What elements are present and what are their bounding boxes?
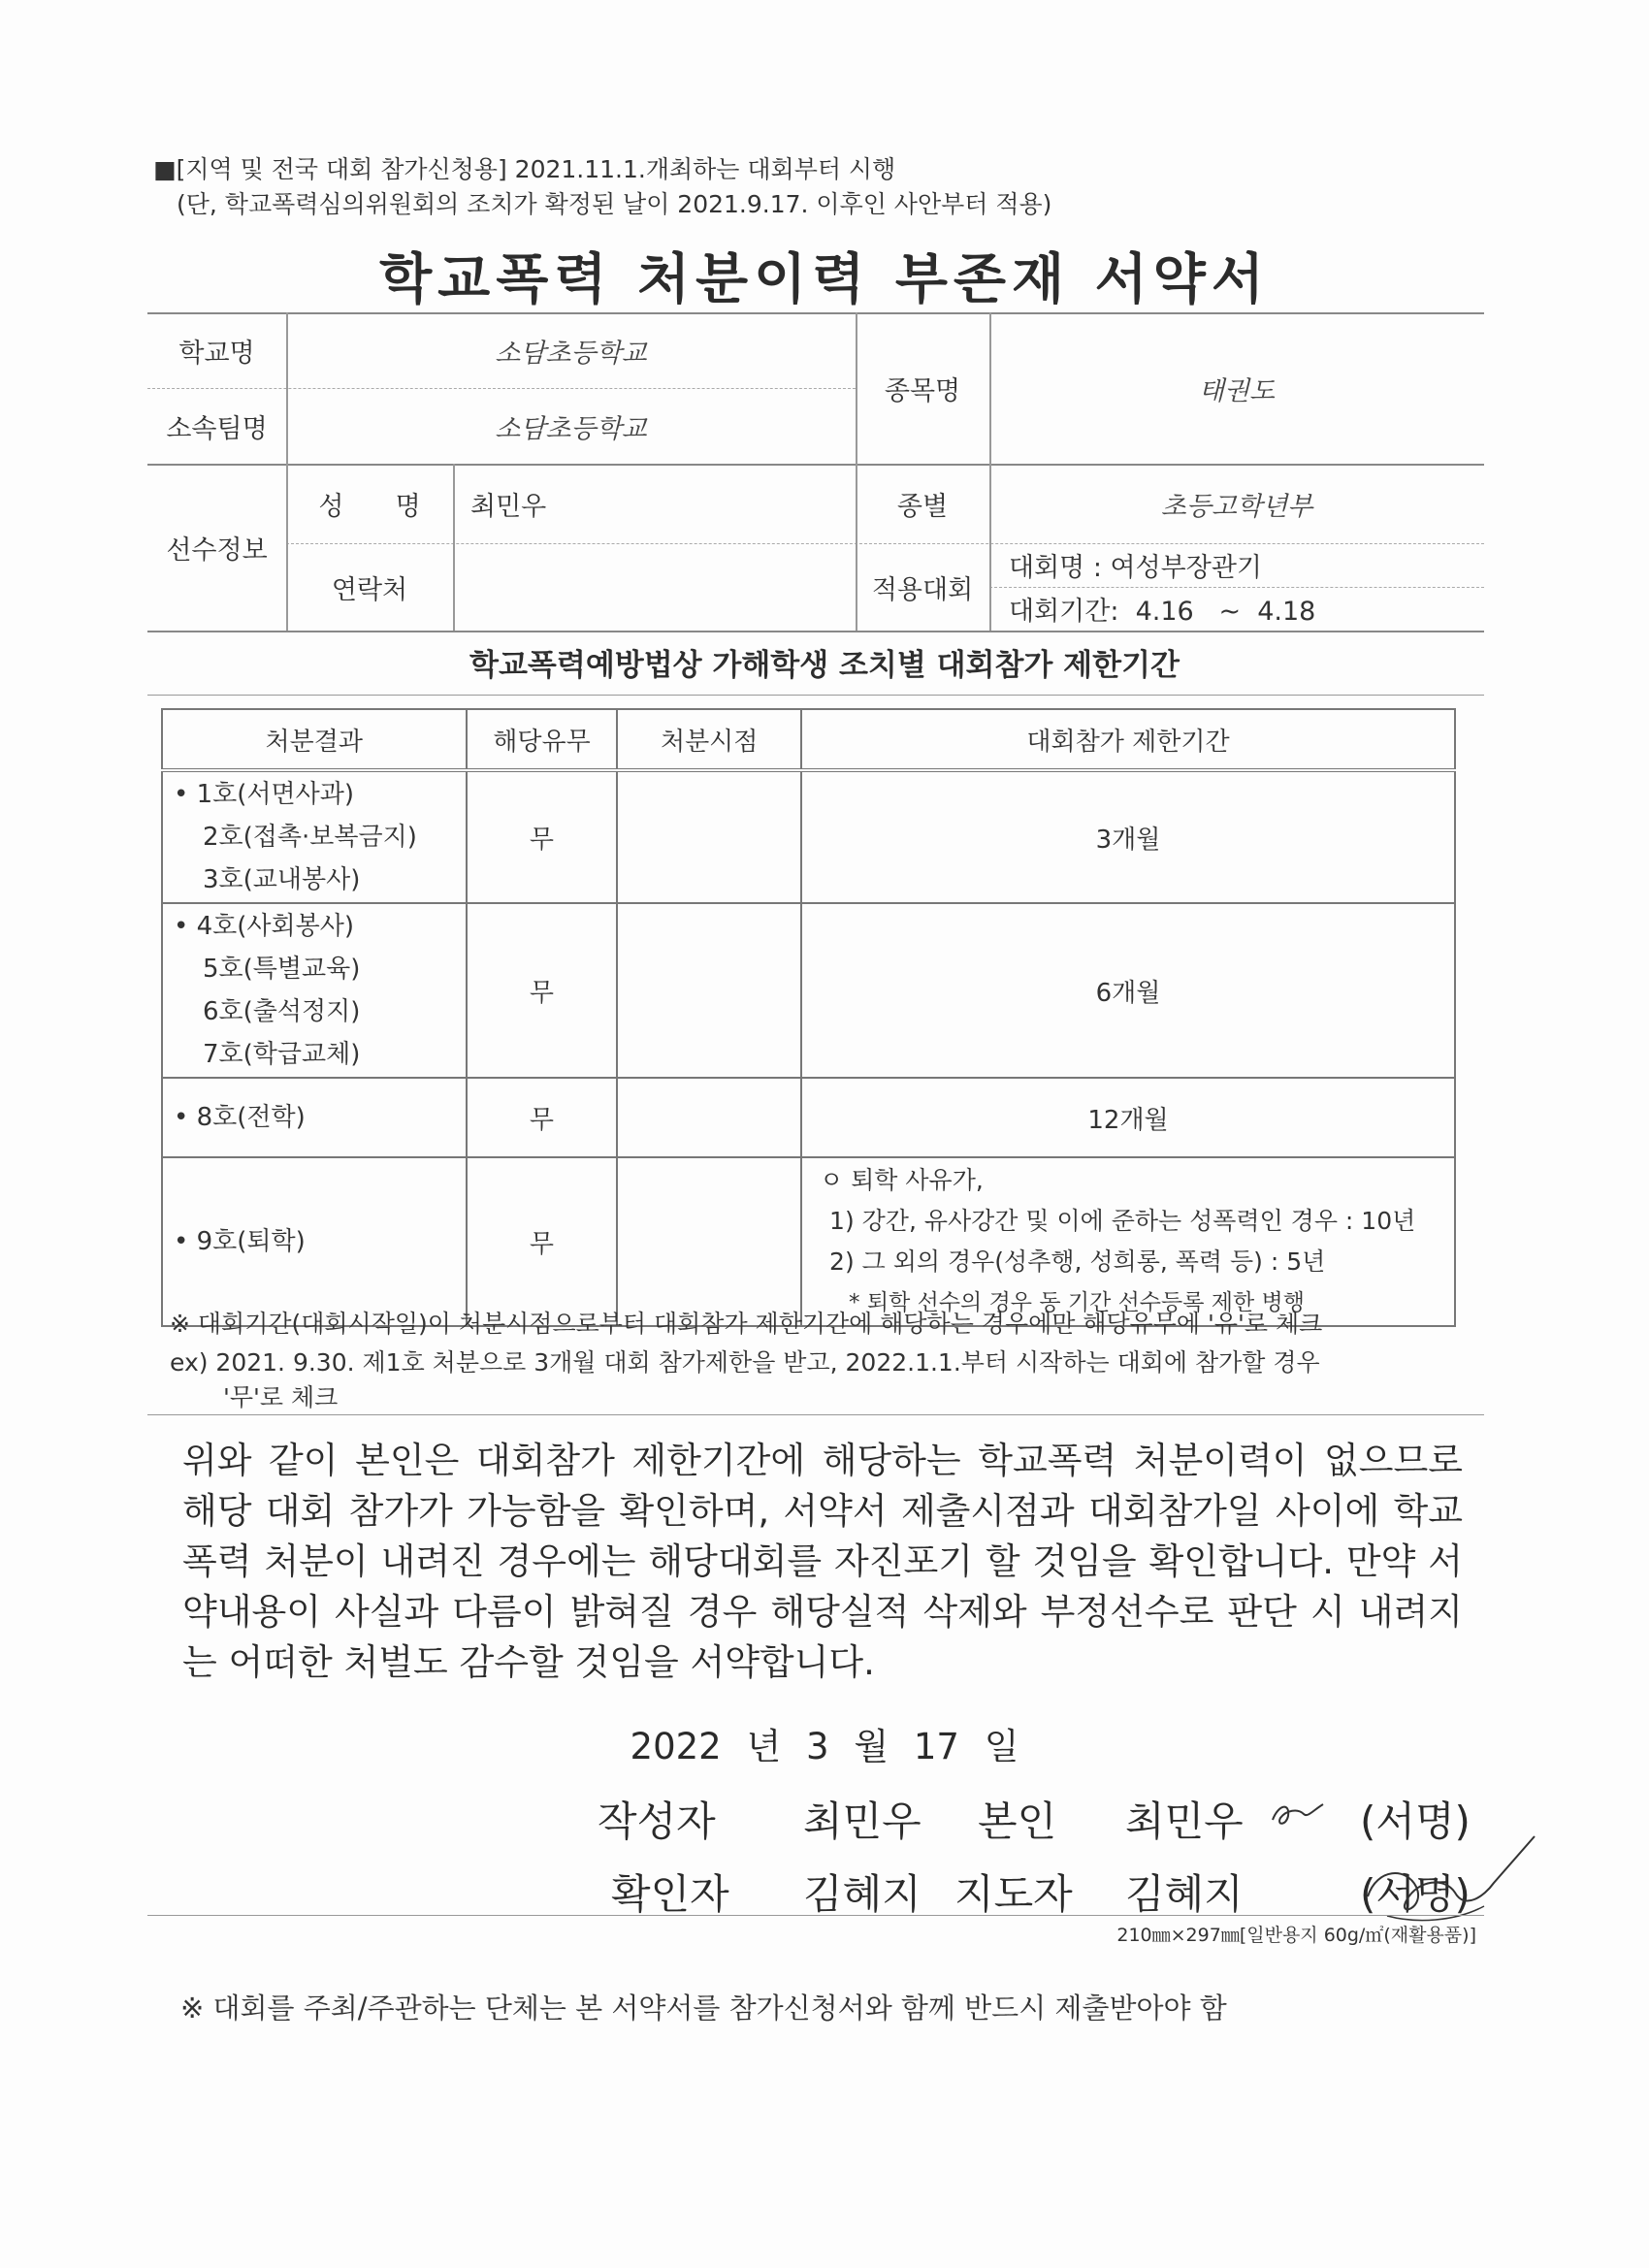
result-item: 5호(특별교육)	[203, 955, 361, 984]
writer-signature-scribble	[1269, 1797, 1327, 1835]
applicable-cell: 무	[467, 1157, 618, 1326]
applicable-cell: 무	[467, 770, 618, 903]
expulsion-note: * 퇴학 선수의 경우 동 기간 선수등록 제한 병행	[849, 1290, 1305, 1315]
result-cell	[162, 1157, 467, 1326]
period-cell: 3개월	[801, 770, 1455, 903]
time-cell	[617, 1078, 801, 1157]
note-line-1: ※ 대회기간(대회시작일)이 처분시점으로부터 대회참가 제한기간에 해당하는 경우에만 해당유무에 '유'로 체크	[170, 1310, 1323, 1338]
result-cell	[162, 903, 467, 1078]
competition-label: 적용대회	[871, 574, 974, 605]
category-value: 초등고학년부	[1160, 491, 1313, 522]
document-title: 학교폭력 처분이력 부존재 서약서	[379, 248, 1270, 311]
result-item: 7호(학급교체)	[203, 1040, 361, 1069]
confirmer-role: 지도자	[954, 1870, 1073, 1918]
result-item: 6호(출석정지)	[203, 997, 361, 1026]
contact-value	[453, 543, 856, 631]
result-item: 2호(접촉·보복금지)	[203, 823, 417, 852]
date-day-unit: 일	[984, 1726, 1019, 1767]
writer-sign-label: (서명)	[1360, 1798, 1471, 1845]
player-info-label: 선수정보	[166, 535, 268, 566]
time-cell	[617, 1157, 801, 1326]
name-value: 최민우	[470, 491, 547, 522]
header-result: 처분결과	[162, 709, 467, 770]
header-applicable: 해당유무	[467, 709, 618, 770]
pledge-text: 위와 같이 본인은 대회참가 제한기간에 해당하는 학교폭력 처분이력이 없으므로 해당 대회 참가가 가능함을 확인하며, 서약서 제출시점과 대회참가일 사이에 학교폭력 처분이 내려진 경우에는 해당대회를 자진포기 할 것임을 확인합니다. 만약 서약내용이 사실과 다름이 밝혀질 경우 해당실적 삭제와 부정선수로 판단 시 내려지는 어떠한 처벌도 감수할 것임을 서약합니다.	[182, 1440, 1463, 1683]
result-item: • 8호(전학)	[174, 1103, 306, 1132]
date-day: 17	[913, 1726, 959, 1767]
team-value: 소담초등학교	[495, 413, 647, 444]
school-label: 학교명	[178, 338, 255, 369]
header-time: 처분시점	[617, 709, 801, 770]
confirmer-sign-name: 김혜지	[1125, 1870, 1244, 1918]
table-row	[162, 1078, 1455, 1157]
header-period: 대회참가 제한기간	[801, 709, 1455, 770]
date-line	[0, 1717, 1649, 1769]
expulsion-note: 1) 강간, 유사강간 및 이에 준하는 성폭력인 경우 : 10년	[829, 1207, 1416, 1235]
table-row	[162, 1157, 1455, 1326]
note-line-3: '무'로 체크	[223, 1383, 339, 1411]
result-item: • 1호(서면사과)	[174, 780, 355, 809]
paper-size-label: 210㎜×297㎜[일반용지 60g/㎡(재활용품)]	[1116, 1925, 1476, 1946]
result-item: • 4호(사회봉사)	[174, 912, 355, 941]
confirmer-label: 확인자	[611, 1870, 729, 1918]
event-value: 태권도	[1198, 375, 1276, 406]
applicable-cell: 무	[467, 1078, 618, 1157]
team-label: 소속팀명	[166, 413, 268, 444]
result-cell	[162, 1078, 467, 1157]
restriction-table	[161, 708, 1456, 1327]
contact-label: 연락처	[331, 574, 408, 605]
table-header-row	[162, 709, 1455, 770]
date-month-unit: 월	[854, 1726, 889, 1767]
confirmer-sign-label: (서명)	[1360, 1870, 1471, 1918]
table-row	[162, 770, 1455, 903]
note-line-2: ex) 2021. 9.30. 제1호 처분으로 3개월 대회 참가제한을 받고, 2022.1.1.부터 시작하는 대회에 참가할 경우	[170, 1348, 1320, 1377]
expulsion-note: ㅇ 퇴학 사유가,	[820, 1166, 984, 1194]
result-item: 3호(교내봉사)	[203, 865, 361, 894]
table-row	[162, 903, 1455, 1078]
applicable-cell: 무	[467, 903, 618, 1078]
result-item: • 9호(퇴학)	[174, 1227, 306, 1256]
period-cell	[801, 1157, 1455, 1326]
confirmer-signature-scribble	[1358, 1829, 1542, 1935]
category-label: 종별	[896, 491, 949, 522]
writer-name: 최민우	[803, 1798, 922, 1845]
period-cell: 12개월	[801, 1078, 1455, 1157]
notice-line-2: (단, 학교폭력심의위원회의 조치가 확정된 날이 2021.9.17. 이후인 사안부터 적용)	[177, 190, 1052, 218]
name-label: 성 명	[318, 491, 421, 522]
result-cell	[162, 770, 467, 903]
date-month: 3	[806, 1726, 829, 1767]
competition-name: 대회명 : 여성부장관기	[1009, 553, 1262, 583]
writer-label: 작성자	[598, 1798, 716, 1845]
date-year-unit: 년	[746, 1726, 782, 1767]
school-value: 소담초등학교	[495, 338, 647, 369]
period-cell: 6개월	[801, 903, 1455, 1078]
section-title: 학교폭력예방법상 가해학생 조치별 대회참가 제한기간	[469, 648, 1180, 683]
date-year: 2022	[630, 1726, 722, 1767]
time-cell	[617, 903, 801, 1078]
writer-sign-name: 최민우	[1125, 1798, 1244, 1845]
time-cell	[617, 770, 801, 903]
expulsion-note: 2) 그 외의 경우(성추행, 성희롱, 폭력 등) : 5년	[829, 1247, 1326, 1276]
writer-role: 본인	[978, 1798, 1057, 1845]
footer-note: ※ 대회를 주최/주관하는 단체는 본 서약서를 참가신청서와 함께 반드시 제출받아야 함	[180, 1992, 1227, 2025]
competition-period: 대회기간: 4.16 ~ 4.18	[1009, 597, 1316, 627]
notice-line-1: ■[지역 및 전국 대회 참가신청용] 2021.11.1.개최하는 대회부터 시행	[153, 155, 896, 183]
event-label: 종목명	[884, 375, 961, 406]
confirmer-name: 김혜지	[803, 1870, 922, 1918]
